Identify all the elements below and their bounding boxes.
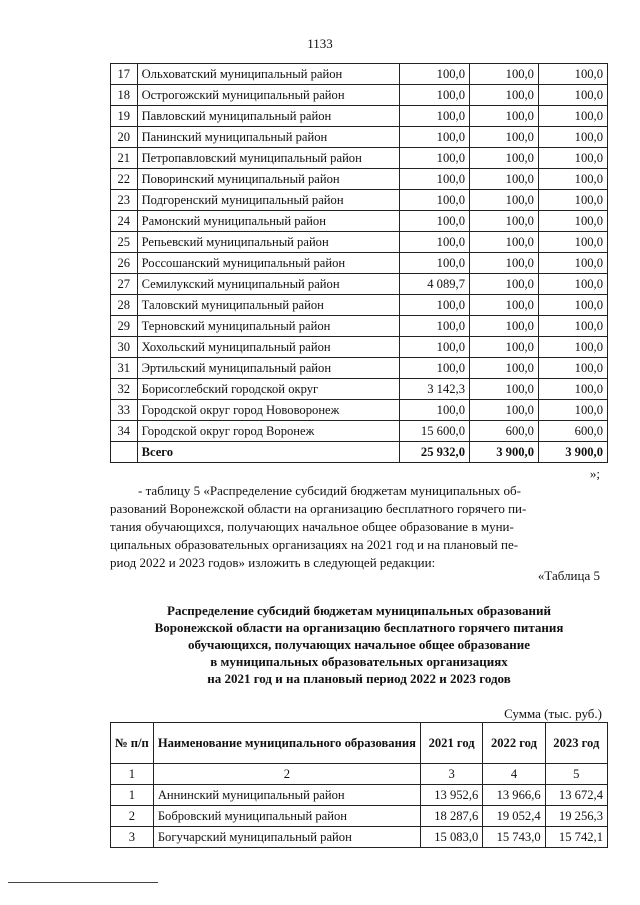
table-row	[111, 85, 608, 106]
table-cell: 25	[111, 232, 138, 253]
table-cell: 15 742,1	[545, 827, 607, 848]
table-row	[111, 358, 608, 379]
table-row	[111, 211, 608, 232]
table-label: «Таблица 5	[537, 568, 600, 583]
table-cell: Острогожский муниципальный район	[137, 85, 399, 106]
table-cell: 100,0	[470, 190, 539, 211]
table-cell: 100,0	[399, 85, 469, 106]
table-cell: 31	[111, 358, 138, 379]
table-cell: 100,0	[470, 232, 539, 253]
closing-quote: »;	[589, 466, 600, 481]
table-row	[111, 295, 608, 316]
total-row	[111, 442, 608, 463]
table-cell: 3	[420, 764, 482, 785]
table-cell: 100,0	[470, 211, 539, 232]
table-cell	[111, 442, 138, 463]
table-row	[111, 316, 608, 337]
table-cell: 3 900,0	[538, 442, 607, 463]
table-cell: 18	[111, 85, 138, 106]
table-cell: 100,0	[470, 64, 539, 85]
table-cell: Таловский муниципальный район	[137, 295, 399, 316]
table-cell: 20	[111, 127, 138, 148]
table-cell: 13 952,6	[420, 785, 482, 806]
table-cell: 100,0	[399, 316, 469, 337]
table-cell: Репьевский муниципальный район	[137, 232, 399, 253]
table-cell: 100,0	[470, 106, 539, 127]
table-cell: 2	[111, 806, 154, 827]
table-cell: 100,0	[470, 400, 539, 421]
table-cell: 100,0	[538, 64, 607, 85]
table-row	[111, 64, 608, 85]
table-cell: 100,0	[399, 106, 469, 127]
subsidies-table-continued	[110, 63, 608, 463]
table-cell: 21	[111, 148, 138, 169]
table-cell: 23	[111, 190, 138, 211]
table-row	[111, 827, 608, 848]
table-cell: 15 743,0	[483, 827, 545, 848]
table-cell: 100,0	[538, 85, 607, 106]
table-cell: 100,0	[538, 274, 607, 295]
table-cell: 100,0	[399, 295, 469, 316]
table-cell: 100,0	[399, 64, 469, 85]
table-row	[111, 400, 608, 421]
table-cell: 4 089,7	[399, 274, 469, 295]
table-row	[111, 190, 608, 211]
table-row	[111, 806, 608, 827]
table-cell: 100,0	[538, 253, 607, 274]
table-cell: 24	[111, 211, 138, 232]
table-row	[111, 785, 608, 806]
table-cell: Бобровский муниципальный район	[153, 806, 420, 827]
table-cell: Петропавловский муниципальный район	[137, 148, 399, 169]
table-cell: Семилукский муниципальный район	[137, 274, 399, 295]
table-cell: 25 932,0	[399, 442, 469, 463]
table-cell: 29	[111, 316, 138, 337]
column-index-row	[111, 764, 608, 785]
table-cell: 100,0	[538, 358, 607, 379]
table-cell: 22	[111, 169, 138, 190]
table-row	[111, 337, 608, 358]
header-row	[111, 723, 608, 764]
table-cell: 100,0	[399, 358, 469, 379]
table-cell: 100,0	[399, 169, 469, 190]
footnote-rule	[8, 882, 158, 883]
title-line: на 2021 год и на плановый период 2022 и 2023 годов	[207, 671, 511, 686]
table-row	[111, 421, 608, 442]
table-cell: 100,0	[470, 148, 539, 169]
table-cell: 33	[111, 400, 138, 421]
table-row	[111, 232, 608, 253]
title-line: в муниципальных образовательных организациях	[210, 654, 508, 669]
table-row	[111, 274, 608, 295]
table-cell: 3	[111, 827, 154, 848]
paragraph-line: разований Воронежской области на организацию бесплатного горячего пи-	[110, 501, 527, 516]
table-row	[111, 106, 608, 127]
table-cell: Ольховатский муниципальный район	[137, 64, 399, 85]
table-cell: 100,0	[470, 85, 539, 106]
table-cell: 19 256,3	[545, 806, 607, 827]
table-cell: Борисоглебский городской округ	[137, 379, 399, 400]
table-cell: 30	[111, 337, 138, 358]
table-cell: 34	[111, 421, 138, 442]
table-cell: 100,0	[538, 400, 607, 421]
table-title	[110, 602, 608, 687]
table-cell: 19	[111, 106, 138, 127]
table-cell: 100,0	[470, 379, 539, 400]
table-cell: Богучарский муниципальный район	[153, 827, 420, 848]
table-cell: 100,0	[470, 253, 539, 274]
title-line: Распределение субсидий бюджетам муниципальных образований	[167, 603, 551, 618]
table-cell: 13 966,6	[483, 785, 545, 806]
table-cell: Всего	[137, 442, 399, 463]
table-cell: 100,0	[470, 316, 539, 337]
table-cell: 100,0	[538, 106, 607, 127]
table-cell: 1	[111, 764, 154, 785]
table-cell: 13 672,4	[545, 785, 607, 806]
table-cell: Панинский муниципальный район	[137, 127, 399, 148]
table-cell: 1	[111, 785, 154, 806]
table-row	[111, 148, 608, 169]
table-cell: 100,0	[470, 127, 539, 148]
table-cell: 26	[111, 253, 138, 274]
table-cell: 15 083,0	[420, 827, 482, 848]
table-cell: 2	[153, 764, 420, 785]
table-cell: Рамонский муниципальный район	[137, 211, 399, 232]
paragraph-line: ципальных образовательных организациях на 2021 год и на плановый пе-	[110, 537, 519, 552]
table-cell: 600,0	[538, 421, 607, 442]
table-cell: Павловский муниципальный район	[137, 106, 399, 127]
subsidies-table-5	[110, 722, 608, 848]
header-2021: 2021 год	[420, 723, 482, 764]
table-cell: Подгоренский муниципальный район	[137, 190, 399, 211]
table-cell: Эртильский муниципальный район	[137, 358, 399, 379]
table-cell: 100,0	[538, 316, 607, 337]
table-cell: Россошанский муниципальный район	[137, 253, 399, 274]
table-cell: 100,0	[399, 148, 469, 169]
table-cell: 100,0	[470, 295, 539, 316]
table-cell: 100,0	[538, 190, 607, 211]
table-cell: Хохольский муниципальный район	[137, 337, 399, 358]
table-cell: 100,0	[538, 148, 607, 169]
amendment-paragraph	[110, 482, 608, 572]
table-cell: 100,0	[470, 169, 539, 190]
paragraph-line: риод 2022 и 2023 годов» изложить в следующей редакции:	[110, 555, 436, 570]
header-num: № п/п	[111, 723, 154, 764]
paragraph-line: тания обучающихся, получающих начальное общее образование в муни-	[110, 519, 514, 534]
units-label: Сумма (тыс. руб.)	[504, 706, 602, 721]
table-cell: 100,0	[399, 127, 469, 148]
table-cell: 100,0	[399, 337, 469, 358]
table-cell: 100,0	[399, 400, 469, 421]
table-cell: 100,0	[538, 337, 607, 358]
table-cell: 100,0	[470, 358, 539, 379]
title-line: обучающихся, получающих начальное общее образование	[188, 637, 530, 652]
table-row	[111, 169, 608, 190]
table-cell: 100,0	[399, 232, 469, 253]
table-cell: 28	[111, 295, 138, 316]
table-cell: 15 600,0	[399, 421, 469, 442]
table-row	[111, 127, 608, 148]
page-number: 1133	[307, 36, 333, 51]
table-cell: 100,0	[538, 169, 607, 190]
header-2023: 2023 год	[545, 723, 607, 764]
table-cell: 3 142,3	[399, 379, 469, 400]
table-cell: 100,0	[538, 211, 607, 232]
table-cell: 32	[111, 379, 138, 400]
table-cell: 100,0	[399, 211, 469, 232]
table-cell: Терновский муниципальный район	[137, 316, 399, 337]
table-row	[111, 253, 608, 274]
table-cell: 100,0	[538, 232, 607, 253]
table-cell: 17	[111, 64, 138, 85]
table-cell: 100,0	[470, 274, 539, 295]
table-cell: Аннинский муниципальный район	[153, 785, 420, 806]
header-name: Наименование муниципального образования	[153, 723, 420, 764]
title-line: Воронежской области на организацию бесплатного горячего питания	[154, 620, 564, 635]
table-cell: Городской округ город Воронеж	[137, 421, 399, 442]
table-cell: 18 287,6	[420, 806, 482, 827]
table-cell: Городской округ город Нововоронеж	[137, 400, 399, 421]
table-cell: 4	[483, 764, 545, 785]
table-cell: Поворинский муниципальный район	[137, 169, 399, 190]
table-cell: 3 900,0	[470, 442, 539, 463]
paragraph-line: - таблицу 5 «Распределение субсидий бюджетам муниципальных об-	[138, 483, 521, 498]
table-cell: 100,0	[399, 190, 469, 211]
table-cell: 100,0	[399, 253, 469, 274]
table-cell: 5	[545, 764, 607, 785]
table-cell: 19 052,4	[483, 806, 545, 827]
table-cell: 100,0	[538, 379, 607, 400]
table-row	[111, 379, 608, 400]
header-2022: 2022 год	[483, 723, 545, 764]
table-cell: 100,0	[538, 295, 607, 316]
table-cell: 100,0	[470, 337, 539, 358]
table-cell: 100,0	[538, 127, 607, 148]
table-cell: 27	[111, 274, 138, 295]
table-cell: 600,0	[470, 421, 539, 442]
